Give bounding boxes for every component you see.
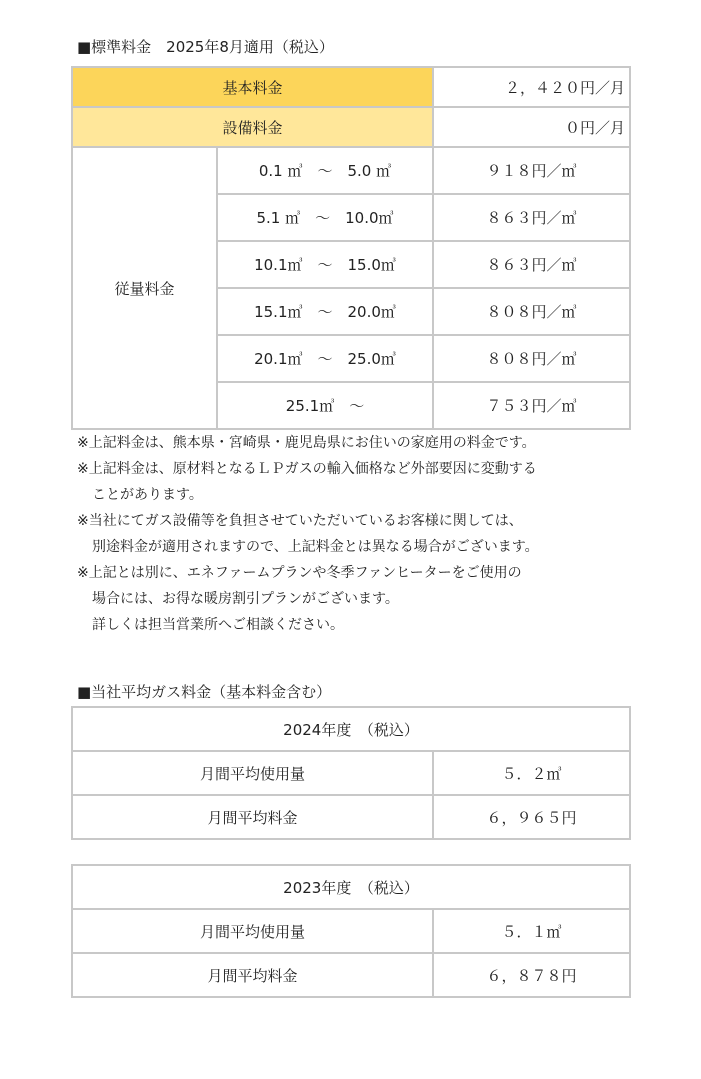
note-line: 場合には、お得な暖房割引プランがございます。 [92, 591, 399, 607]
average-2024-table [71, 706, 631, 840]
note-line: ことがあります。 [92, 487, 203, 503]
tier-price: ８０８円／㎥ [433, 288, 630, 335]
tier-range: 5.1 ㎥ ～ 10.0㎥ [217, 194, 433, 241]
average-2023-table [71, 864, 631, 998]
year-title-2023: 2023年度 （税込） [72, 865, 630, 909]
average-fee-label: 月間平均料金 [72, 795, 433, 839]
tier-price: ７５３円／㎥ [433, 382, 630, 429]
usage-fee-label: 従量料金 [72, 147, 217, 429]
basic-fee-label: 基本料金 [72, 67, 433, 107]
average-usage-label: 月間平均使用量 [72, 751, 433, 795]
note-line: ※当社にてガス設備等を負担させていただいているお客様に関しては、 [77, 513, 523, 529]
tier-range: 15.1㎥ ～ 20.0㎥ [217, 288, 433, 335]
tier-price: ９１８円／㎥ [433, 147, 630, 194]
average-fee-row [72, 953, 630, 997]
average-usage-label: 月間平均使用量 [72, 909, 433, 953]
tier-price: ８６３円／㎥ [433, 241, 630, 288]
tier-range: 0.1 ㎥ ～ 5.0 ㎥ [217, 147, 433, 194]
standard-rate-table [71, 66, 631, 430]
note-line: ※上記料金は、熊本県・宮崎県・鹿児島県にお住いの家庭用の料金です。 [77, 435, 536, 451]
average-usage-value: ５．１㎥ [433, 909, 630, 953]
average-fee-row [72, 795, 630, 839]
basic-fee-value: ２，４２０円／月 [433, 67, 630, 107]
note-line: ※上記とは別に、エネファームプランや冬季ファンヒーターをご使用の [77, 565, 522, 581]
tier-range: 20.1㎥ ～ 25.0㎥ [217, 335, 433, 382]
tier-range: 25.1㎥ ～ [217, 382, 433, 429]
tier-row [72, 147, 630, 194]
standard-rate-heading: ■標準料金 2025年8月適用（税込） [77, 38, 334, 56]
average-fee-heading: ■当社平均ガス料金（基本料金含む） [77, 683, 332, 701]
average-fee-value: ６，８７８円 [433, 953, 630, 997]
average-usage-row [72, 751, 630, 795]
tier-price: ８０８円／㎥ [433, 335, 630, 382]
equipment-fee-value: ０円／月 [433, 107, 630, 147]
average-usage-row [72, 909, 630, 953]
tier-range: 10.1㎥ ～ 15.0㎥ [217, 241, 433, 288]
note-line: 別途料金が適用されますので、上記料金とは異なる場合がございます。 [92, 539, 539, 555]
tier-price: ８６３円／㎥ [433, 194, 630, 241]
average-usage-value: ５．２㎥ [433, 751, 630, 795]
average-fee-value: ６，９６５円 [433, 795, 630, 839]
year-title-2024: 2024年度 （税込） [72, 707, 630, 751]
basic-fee-row [72, 67, 630, 107]
notes [77, 430, 697, 638]
note-line: ※上記料金は、原材料となるＬＰガスの輸入価格など外部要因に変動する [77, 461, 537, 477]
equipment-fee-row [72, 107, 630, 147]
equipment-fee-label: 設備料金 [72, 107, 433, 147]
average-fee-label: 月間平均料金 [72, 953, 433, 997]
note-line: 詳しくは担当営業所へご相談ください。 [92, 617, 344, 633]
